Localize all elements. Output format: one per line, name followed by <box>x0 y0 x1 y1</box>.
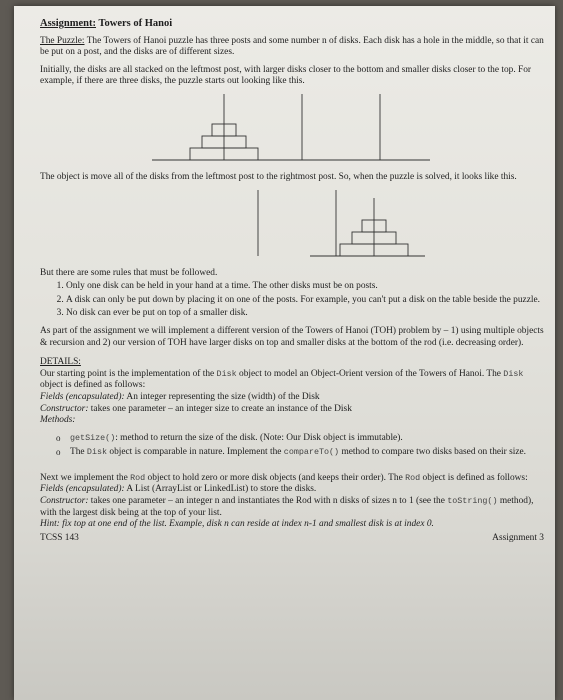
methods-label: Methods: <box>40 415 76 426</box>
method-text: object is comparable in nature. Implement the <box>107 447 284 458</box>
rod-text: Next we implement the <box>40 472 131 483</box>
disk-code: Disk <box>216 368 237 379</box>
start-diagram <box>40 94 544 166</box>
compareto-code: compareTo() <box>283 447 340 458</box>
rod-constructor-label: Constructor: <box>40 496 89 507</box>
object-paragraph: The object is move all of the disks from the leftmost post to the rightmost post. So, when the puzzle is solved, it looks like this. <box>40 171 517 182</box>
disk-code: Disk <box>503 368 524 379</box>
page-footer <box>40 533 544 545</box>
footer-assignment: Assignment 3 <box>492 532 544 543</box>
tostring-code: toString() <box>447 496 498 507</box>
title-rest: Towers of Hanoi <box>96 18 173 29</box>
solved-diagram <box>40 190 544 262</box>
puzzle-label: The Puzzle: <box>40 35 85 46</box>
method-text: : method to return the size of the disk. (Note: Our Disk object is immutable). <box>115 432 403 443</box>
rules-intro: But there are some rules that must be followed. <box>40 267 218 278</box>
fields-text: An integer representing the size (width) of the Disk <box>124 391 320 402</box>
rod-constructor-text: method), with the largest disk being at the top of your list. <box>40 496 534 518</box>
rule-item: 2. A disk can only be put down by placing it on one of the posts. For example, you can't put a disk on the table beside the puzzle. <box>66 295 544 307</box>
page-title <box>40 18 544 30</box>
method-item <box>70 433 544 445</box>
document-content <box>40 18 544 544</box>
methods-list <box>40 433 544 459</box>
details-label: DETAILS: <box>40 357 81 368</box>
rod-text: object to hold zero or more disk objects (and keeps their order). The <box>145 472 406 483</box>
footer-course: TCSS 143 <box>40 532 79 543</box>
part-paragraph: As part of the assignment we will implement a different version of the Towers of Hanoi (TOH) problem by – 1) using multiple objects & recursion and 2) our version of TOH have larger disks on top and smaller disks at the bottom of the rod (i.e. decreasing order). <box>40 325 544 348</box>
constructor-label: Constructor: <box>40 403 89 414</box>
method-item <box>70 447 544 459</box>
rod-constructor-text: takes one parameter – an integer n and instantiates the Rod with n disks of sizes n to 1 (see the <box>88 496 448 507</box>
rod-code: Rod <box>130 472 146 483</box>
details-section <box>40 357 544 427</box>
document-page <box>14 6 555 700</box>
rule-item: 1. Only one disk can be held in your hand at a time. The other disks must be on posts. <box>66 281 544 293</box>
details-text: object is defined as follows: <box>40 380 146 391</box>
rod-section <box>40 473 544 531</box>
method-text: The <box>70 447 87 458</box>
rod-code: Rod <box>405 472 421 483</box>
method-text: method to compare two disks based on their size. <box>339 447 527 458</box>
rod-fields-label: Fields (encapsulated): <box>40 484 125 495</box>
puzzle-paragraph <box>40 36 544 59</box>
initially-paragraph: Initially, the disks are all stacked on the leftmost post, with larger disks closer to the bottom and smaller disks closer to the top. For example, if there are three disks, the puzzle starts out looking like this. <box>40 64 532 87</box>
getsize-code: getSize() <box>70 432 116 443</box>
disk-code: Disk <box>86 447 108 458</box>
puzzle-text: The Towers of Hanoi puzzle has three posts and some number n of disks. Each disk has a hole in the middle, so that it can be put on a post, and the disks are of different sizes. <box>40 35 544 58</box>
hint-text: Hint: fix top at one end of the list. Example, disk n can reside at index n-1 and smallest disk is at index 0. <box>40 519 434 530</box>
rod-text: object is defined as follows: <box>420 472 528 483</box>
rod-fields-text: A List (ArrayList or LinkedList) to store the disks. <box>124 484 317 495</box>
rules-list <box>40 281 544 320</box>
rule-item: 3. No disk can ever be put on top of a smaller disk. <box>66 308 544 320</box>
title-label: Assignment: <box>40 18 97 29</box>
constructor-text: takes one parameter – an integer size to create an instance of the Disk <box>88 403 352 414</box>
fields-label: Fields (encapsulated): <box>40 391 125 402</box>
details-text: object to model an Object-Orient version of the Towers of Hanoi. The <box>236 368 504 379</box>
details-text: Our starting point is the implementation of the <box>40 368 217 379</box>
